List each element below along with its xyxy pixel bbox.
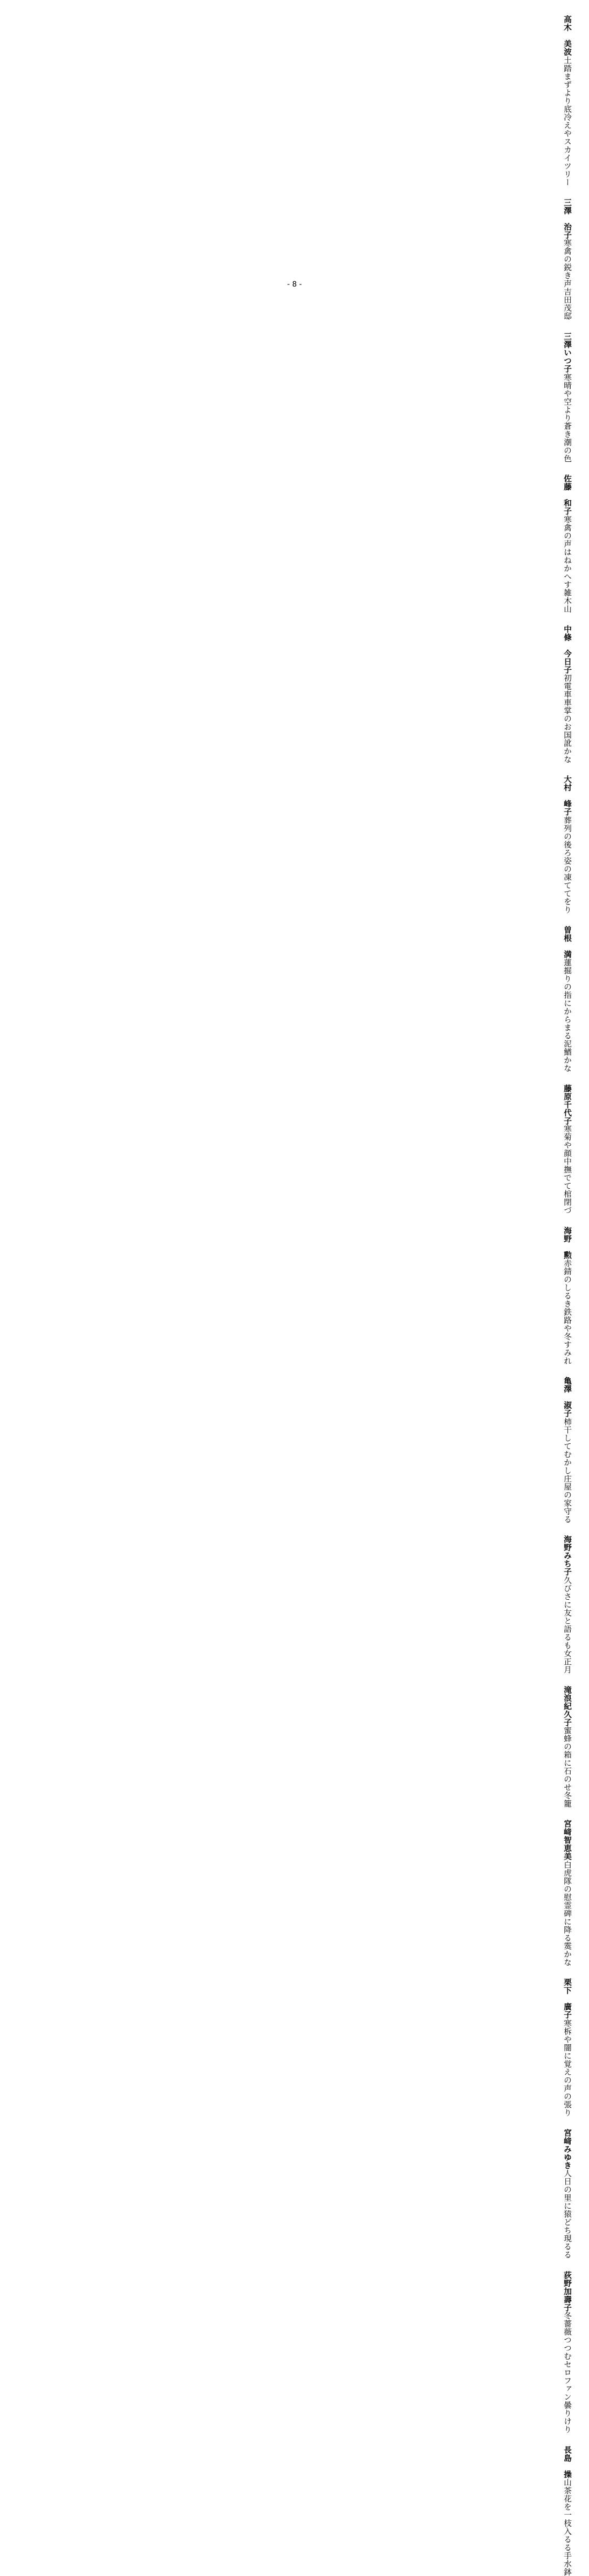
poem-haiku: 白虎隊の慰霊碑に降る霙かな — [563, 1860, 572, 1966]
poem-entry — [561, 324, 573, 462]
poem-author: 滝浪紀久子 — [563, 1685, 572, 1726]
poem-author: 海野 勲 — [563, 1226, 572, 1259]
poem-haiku: 久びさに友と語るも女正月 — [563, 1576, 572, 1674]
poem-entry — [561, 467, 573, 613]
page-number: - 8 - — [287, 280, 302, 289]
poem-entry — [561, 767, 573, 914]
poem-entry — [561, 1678, 573, 1808]
poem-author: 宮﨑智恵美 — [563, 1820, 572, 1861]
poem-entry — [561, 2438, 573, 2576]
poem-entry — [561, 1219, 573, 1365]
poem-haiku: 赤錆のしるき鉄路や冬すみれ — [563, 1259, 572, 1365]
poem-entry — [561, 1527, 573, 1674]
poem-entry — [561, 1970, 573, 2117]
poem-author: 亀澤 淑子 — [563, 1377, 572, 1418]
poem-entry — [561, 617, 573, 764]
poem-haiku: 葬列の後ろ姿の凍ててをり — [563, 816, 572, 914]
poem-entry — [561, 2121, 573, 2259]
poem-haiku: 土踏まずより底冷えやスカイツリー — [563, 56, 572, 186]
poem-author: 藤原千代子 — [563, 1084, 572, 1125]
poem-author: 佐藤 和子 — [563, 474, 572, 515]
poem-author: 海野みち子 — [563, 1535, 572, 1576]
poem-haiku: 蜜蜂の箱に石のせ冬籠 — [563, 1726, 572, 1808]
poem-haiku: 寒柝や闇に覚えの声の張り — [563, 2019, 572, 2117]
poem-entry — [561, 2263, 573, 2434]
poem-entry — [561, 7, 573, 186]
poem-author: 曽根 満 — [563, 925, 572, 958]
poem-haiku: 冬薔薇つつむセロファン曇りけり — [563, 2311, 572, 2434]
poem-haiku: 初電車車掌のお国訛かな — [563, 673, 572, 763]
poem-haiku: 寒禽の鋭き声吉田茂邸 — [563, 239, 572, 320]
poem-entry — [561, 1369, 573, 1523]
poem-author: 宮﨑みゆき — [563, 2128, 572, 2169]
poem-haiku: 寒禽の声はねかへす雑木山 — [563, 515, 572, 613]
poem-author: 高木 美波 — [563, 15, 572, 56]
poem-haiku: 寒晴や空より蒼き潮の色 — [563, 373, 572, 462]
poem-author: 三澤 治子 — [563, 198, 572, 239]
poem-entry — [561, 918, 573, 1072]
poem-haiku: 寒菊や顔中撫でて棺閉づ — [563, 1125, 572, 1215]
poem-author: 長島 操 — [563, 2445, 572, 2478]
poem-columns — [561, 7, 573, 2576]
poem-entry — [561, 191, 573, 321]
poem-haiku: 柿干してむかし庄屋の家守る — [563, 1417, 572, 1523]
poem-author: 大村 峰子 — [563, 775, 572, 816]
poem-haiku: 蓮掘りの指にからまる泥鰌かな — [563, 958, 572, 1072]
poem-entry — [561, 1812, 573, 1966]
poem-haiku: 山茶花を一枝入るる手水鉢 — [563, 2478, 572, 2576]
poem-author: 三澤いつ子 — [563, 332, 572, 373]
poem-entry — [561, 1076, 573, 1215]
poem-haiku: 人日の里に猿どち現るる — [563, 2169, 572, 2259]
poem-author: 荻野加壽子 — [563, 2271, 572, 2311]
poem-author: 栗下 廣子 — [563, 1978, 572, 2019]
poem-author: 中條 今日子 — [563, 625, 572, 674]
